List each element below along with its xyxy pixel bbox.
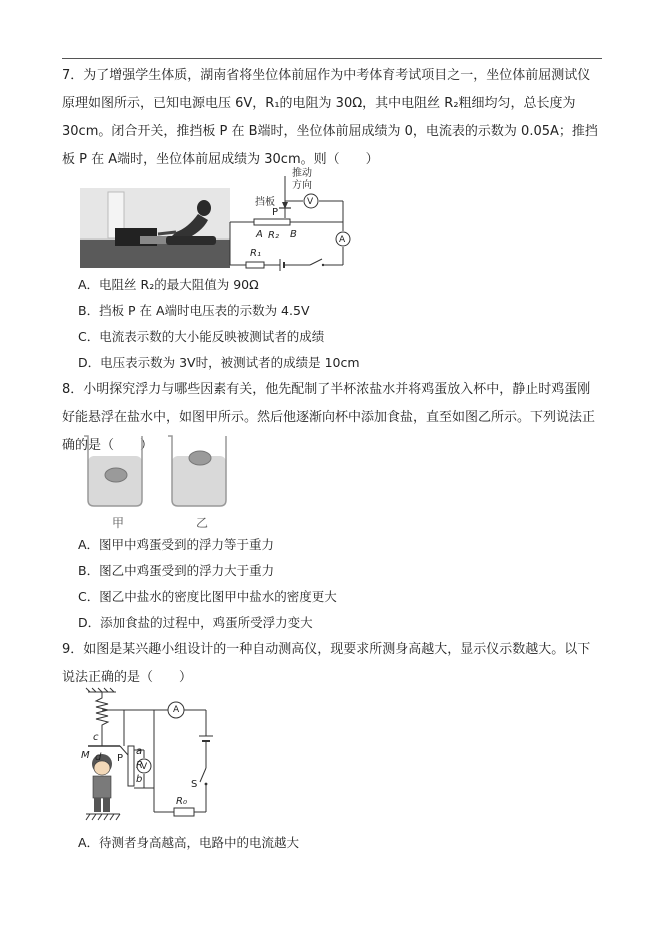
r1-label: R₁ bbox=[250, 248, 261, 259]
m-label: M bbox=[81, 750, 90, 761]
ammeter-label: A bbox=[173, 705, 180, 715]
header-rule bbox=[62, 58, 602, 59]
p-label: P bbox=[117, 753, 124, 764]
q8-option-b: B．图乙中鸡蛋受到的浮力大于重力 bbox=[78, 563, 275, 578]
r0-label: R₀ bbox=[176, 796, 187, 807]
q7-option-c: C．电流表示数的大小能反映被测试者的成绩 bbox=[78, 329, 325, 344]
q8-option-d: D．添加食盐的过程中，鸡蛋所受浮力变大 bbox=[78, 615, 313, 630]
d-label: d bbox=[95, 752, 102, 763]
q8-stem: 8．小明探究浮力与哪些因素有关，他先配制了半杯浓盐水并将鸡蛋放入杯中，静止时鸡蛋刚好能悬浮在盐水中，如图甲所示。然后他逐渐向杯中添加食盐，直至如图乙所示。下列说法正确的是（ ） bbox=[62, 382, 596, 453]
q7-photo bbox=[80, 188, 230, 268]
s-label: S bbox=[191, 779, 198, 790]
q9-stem: 9．如图是某兴趣小组设计的一种自动测高仪，现要求所测身高越大，显示仪示数越大。以下说法正确的是（ ） bbox=[62, 642, 591, 685]
q7-option-b: B．挡板 P 在 A端时电压表的示数为 4.5V bbox=[78, 303, 310, 318]
a-label: a bbox=[136, 746, 143, 757]
push-direction-label: 推动方向 bbox=[292, 168, 312, 191]
c-label: c bbox=[93, 732, 99, 743]
q9-circuit bbox=[84, 688, 224, 828]
q8-option-a: A．图甲中鸡蛋受到的浮力等于重力 bbox=[78, 537, 275, 552]
beaker-label-jia: 甲 bbox=[112, 516, 125, 530]
a-label: A bbox=[256, 229, 263, 240]
r2-label: R₂ bbox=[268, 230, 279, 241]
voltmeter-label: V bbox=[307, 197, 314, 207]
q7-stem: 7．为了增强学生体质，湖南省将坐位体前屈作为中考体育考试项目之一，坐位体前屈测试仪原理如图所示，已知电源电压 6V，R₁的电阻为 30Ω，其中电阻丝 R₂粗细均匀，总长度为 30cm。闭合开关，推挡板 P 在 B端时，坐位体前屈成绩为 0，电流表的示数为 0.05A；推挡板 P 在 A端时，坐位体前屈成绩为 30cm。则（ ） bbox=[62, 68, 598, 167]
b-label: B bbox=[290, 229, 297, 240]
ammeter-label: A bbox=[339, 235, 346, 245]
egg-icon bbox=[105, 468, 127, 482]
q8-beakers bbox=[78, 432, 238, 512]
p-label: P bbox=[272, 207, 279, 218]
q8-option-c: C．图乙中盐水的密度比图甲中盐水的密度更大 bbox=[78, 589, 337, 604]
q9-option-a: A．待测者身高越高，电路中的电流越大 bbox=[78, 835, 300, 850]
q7-option-a: A．电阻丝 R₂的最大阻值为 90Ω bbox=[78, 277, 259, 292]
q7-option-d: D．电压表示数为 3V时，被测试者的成绩是 10cm bbox=[78, 355, 360, 370]
beaker-label-yi: 乙 bbox=[196, 516, 209, 530]
baffle-label: 挡板 bbox=[255, 197, 275, 208]
r-label: R bbox=[136, 760, 143, 771]
egg-icon bbox=[189, 451, 211, 465]
b-label: b bbox=[136, 774, 143, 785]
voltmeter-label: V bbox=[141, 762, 148, 772]
